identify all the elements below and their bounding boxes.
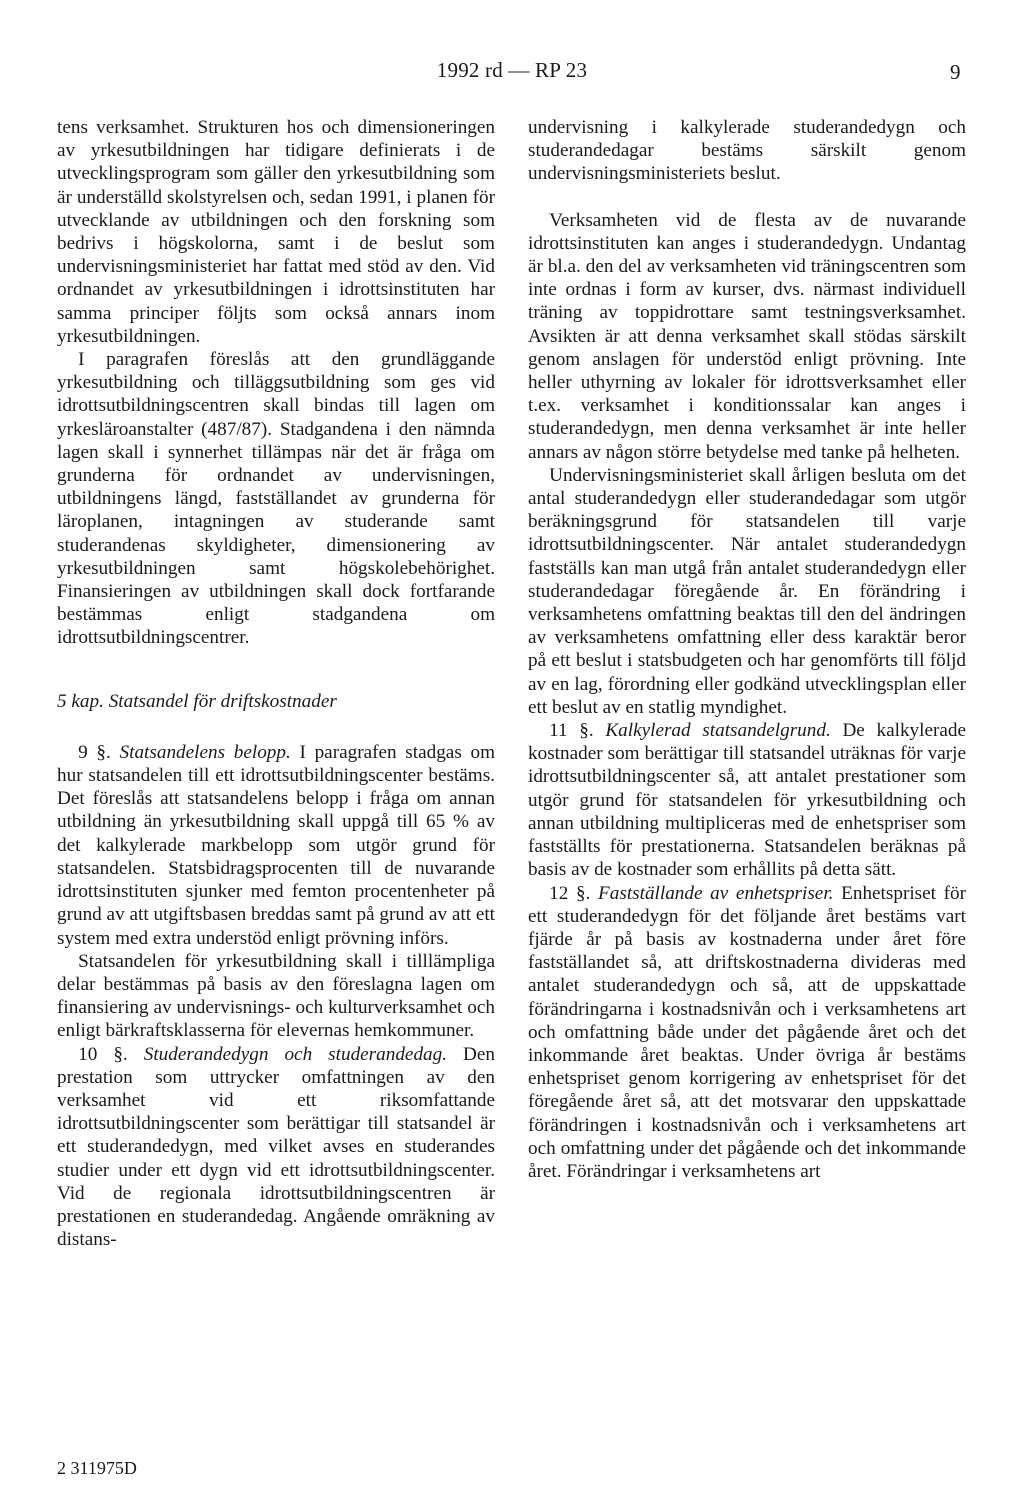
page-number: 9 [950,60,961,84]
section-11 [528,719,966,881]
print-code: 2 311975D [57,1458,137,1478]
section-number: 9 §. [78,741,111,763]
section-number: 12 §. [549,882,591,904]
section-text: De kalkylerade kostnader som berättigar till statsandel uträknas för varje idrottsutbildningscenter så, att antalet prestationer som utgör grund för statsandelen för yrkesutbildning och annan utbildning multipliceras med de enhetspriser som fastställts för prestationerna. Statsandelen beräknas på basis av de kostnader som erhållits på detta sätt. [528,720,966,881]
section-number: 10 §. [78,1043,128,1065]
chapter-heading: 5 kap. Statsandel för driftskostnader [57,690,337,712]
section-title: Statsandelens belopp. [119,741,291,763]
section-number: 11 §. [549,720,594,742]
right-column [528,116,966,1183]
section-title: Fastställande av enhetspriser. [598,882,834,904]
section-title: Kalkylerad statsandelgrund. [605,720,831,742]
paragraph: tens verksamhet. Strukturen hos och dimensioneringen av yrkesutbildningen har tidigare definierats i de utvecklingsprogram som gäller den yrkesutbildning som är underställd skolstyrelsen och, sedan 1991, i planen för utvecklande av utbildningen och den forskning som bedrivs i högskolorna, samt i de beslut som undervisningsministeriet har fattat med stöd av den. Vid ordnandet av yrkesutbildningen i idrottsinstituten har samma principer följts som också annars inom yrkesutbildningen. [57,117,495,347]
section-text: I paragrafen stadgas om hur statsandelen till ett idrottsutbildningscenter bestäms. Det föreslås att statsandelens belopp i fråga om annan utbildning än yrkesutbildning skall uppgå till 65 % av det kalkylerade markbelopp som utgör grund för statsandelen. Statsbidragsprocenten till de nuvarande idrottsinstituten sjunker med femton procentenheter på grund av att utgiftsbasen breddas samt på grund av att ett system med extra understöd enligt prövning införs. [57,741,496,949]
paragraph: undervisning i kalkylerade studerandedygn och studerandedagar bestäms särskilt genom undervisningsministeriets beslut. [528,117,966,185]
left-column [57,116,495,1251]
section-title: Studerandedygn och studerandedag. [143,1043,448,1065]
section-12 [528,882,966,1184]
paragraph: I paragrafen föreslås att den grundläggande yrkesutbildning och tilläggsutbildning som ges vid idrottsutbildningscentren skall bindas till lagen om yrkesläroanstalter (487/87). Stadgandena i den nämnda lagen skall i synnerhet tillämpas när det är fråga om grunderna för ordnandet av undervisningen, utbildningens längd, fastställandet av grunderna för läroplanen, intagningen av studerande samt studerandenas skyldigheter, dimensionering av yrkesutbildningen samt högskolebehörighet. Finansieringen av utbildningen skall dock fortfarande bestämmas enligt stadgandena om idrottsutbildningscentrer. [57,349,495,649]
section-10 [57,1043,495,1252]
running-head: 1992 rd — RP 23 [436,58,588,82]
section-9 [57,741,495,950]
paragraph: Undervisningsministeriet skall årligen besluta om det antal studerandedygn eller studerandedagar som utgör beräkningsgrund för statsandelen till varje idrottsutbildningscenter. När antalet studerandedygn fastställs kan man utgå från antalet studerandedygn eller studerandedagar föregående år. En förändring i verksamhetens omfattning beaktas till den del ändringen av verksamhetens omfattning eller dess karaktär beror på ett beslut i statsbudgeten och har genomförts till följd av en lag, förordning eller godkänd utvecklingsplan eller ett beslut av en statlig myndighet. [528,464,966,718]
paragraph: Verksamheten vid de flesta av de nuvarande idrottsinstituten kan anges i studerandedygn. Undantag är bl.a. den del av verksamheten vid träningscentren som inte ordnas i form av kurser, dvs. närmast individuell träning av toppidrottare samt testningsverksamhet. Avsikten är att denna verksamhet skall stödas särskilt genom anslagen för understöd enligt prövning. Inte heller uthyrning av lokaler för idrottsverksamhet eller t.ex. verksamhet i konditionssalar kan anges i studerandedygn, men denna verksamhet är inte heller annars av någon större betydelse med tanke på helheten. [528,209,966,463]
section-text: Enhetspriset för ett studerandedygn för det följande året bestäms vart fjärde år på basis av kostnaderna under året före fastställandet så, att driftskostnaderna divideras med antalet studerandedygn och så, att de uppskattade förändringarna i kostnadsnivån och i verksamhetens art och omfattning både under det pågående året och det inkommande året beaktas. Under övriga år bestäms enhetspriset genom korrigering av enhetspriset för det föregående året så, att det motsvarar den uppskattade förändringen i kostnadsnivån och i verksamhetens art och omfattning under det pågående och det inkommande året. Förändringar i verksamhetens art [528,882,967,1182]
section-text: Den prestation som uttrycker omfattningen av den verksamhet vid ett riksomfattande idrottsutbildningscenter som berättigar till statsandel är ett studerandedygn, med vilket avses en studerandes studier under ett dygn vid ett idrottsutbildningscenter. Vid de regionala idrottsutbildningscentren är prestationen en studerandedag. Angående omräkning av distans- [57,1043,496,1251]
paragraph: Statsandelen för yrkesutbildning skall i tilllämpliga delar bestämmas på basis av den föreslagna lagen om finansiering av undervisnings- och kulturverksamhet och enligt bärkraftsklasserna för elevernas hemkommuner. [57,950,495,1042]
